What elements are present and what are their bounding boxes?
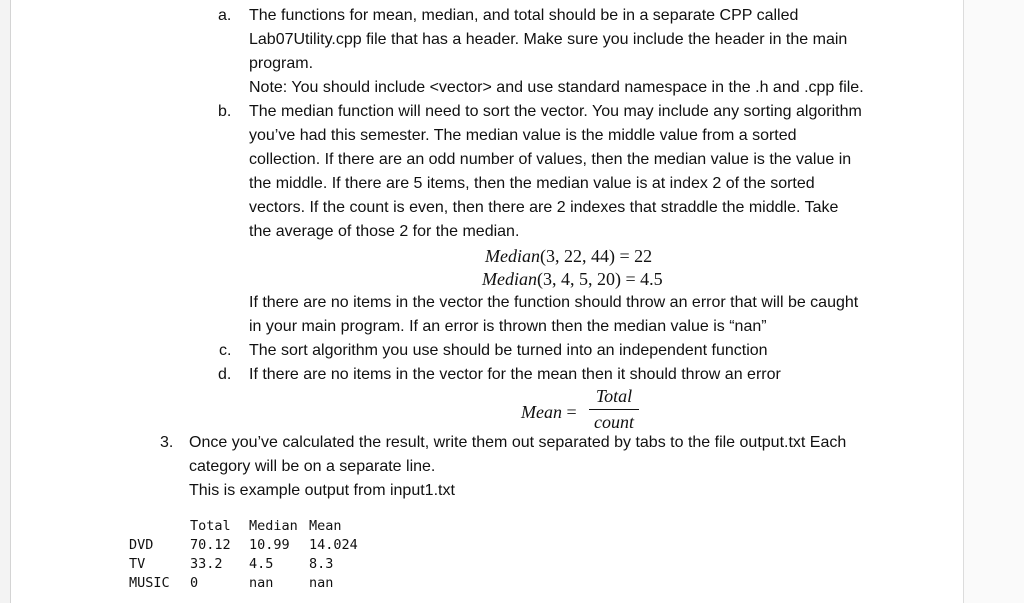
median-formula-2-name: Median	[482, 269, 537, 289]
step-3-line-1: Once you’ve calculated the result, write them out separated by tabs to the file output.txt Each	[189, 434, 847, 451]
mean-formula-numerator: Total	[595, 386, 633, 406]
item-a-line-2: Lab07Utility.cpp file that has a header. Make sure you include the header in the main	[249, 31, 848, 48]
item-marker-d: d.	[218, 366, 232, 383]
item-b-line-2: you’ve had this semester. The median value is the middle value from a sorted	[249, 127, 797, 144]
median-formula-1-result: = 22	[614, 246, 653, 266]
output-row-total: 0	[190, 575, 199, 591]
item-b-line-5: vectors. If the count is even, then there are 2 indexes that straddle the middle. Take	[249, 199, 839, 216]
median-formula-1-args: (3, 22, 44)	[539, 246, 615, 266]
item-a-line-3: program.	[249, 55, 314, 72]
median-formula-1-name: Median	[485, 246, 540, 266]
output-row-median: 10.99	[249, 537, 290, 553]
step-3-line-3: This is example output from input1.txt	[189, 482, 455, 499]
item-b-after-line-1: If there are no items in the vector the function should throw an error that will be caught	[249, 294, 859, 311]
item-d-line-1: If there are no items in the vector for the mean then it should throw an error	[249, 366, 781, 383]
item-b-line-6: the average of those 2 for the median.	[249, 223, 520, 240]
median-formula-2-result: = 4.5	[620, 269, 663, 289]
output-row-median: 4.5	[249, 556, 274, 572]
output-row-mean: 14.024	[309, 537, 358, 553]
item-a-note: Note: You should include <vector> and use standard namespace in the .h and .cpp file.	[249, 79, 864, 96]
output-row-median: nan	[249, 575, 274, 591]
mean-formula-equals: =	[561, 402, 577, 422]
mean-formula-denominator: count	[594, 412, 634, 432]
item-b-line-4: the middle. If there are 5 items, then the median value is at index 2 of the sorted	[249, 175, 815, 192]
output-row-total: 70.12	[190, 537, 231, 553]
item-c-line-1: The sort algorithm you use should be turned into an independent function	[249, 342, 768, 359]
step-3-line-2: category will be on a separate line.	[189, 458, 436, 475]
median-formula-2	[482, 268, 663, 290]
item-marker-b: b.	[218, 103, 232, 120]
item-b-line-3: collection. If there are an odd number of values, then the median value is the value in	[249, 151, 852, 168]
item-a-line-1: The functions for mean, median, and total should be in a separate CPP called	[249, 7, 799, 24]
output-row-total: 33.2	[190, 556, 223, 572]
median-formula-1	[485, 245, 652, 267]
item-marker-a: a.	[218, 7, 232, 24]
output-row-mean: 8.3	[309, 556, 334, 572]
left-page-margin	[0, 0, 11, 603]
output-row-category: MUSIC	[129, 575, 170, 591]
output-header-total: Total	[190, 518, 231, 534]
output-row-category: TV	[129, 556, 146, 572]
item-b-after-line-2: in your main program. If an error is thrown then the median value is “nan”	[249, 318, 767, 335]
median-formula-2-args: (3, 4, 5, 20)	[536, 269, 621, 289]
right-page-margin	[963, 0, 1024, 603]
output-header-median: Median	[249, 518, 298, 534]
mean-formula-lhs	[521, 401, 577, 423]
item-marker-c: c.	[219, 342, 232, 359]
output-row-category: DVD	[129, 537, 154, 553]
item-b-line-1: The median function will need to sort the vector. You may include any sorting algorithm	[249, 103, 862, 120]
mean-formula-name: Mean	[521, 402, 562, 422]
output-header-mean: Mean	[309, 518, 342, 534]
output-row-mean: nan	[309, 575, 334, 591]
step-3-marker: 3.	[160, 434, 174, 451]
mean-formula-fraction	[589, 386, 639, 433]
